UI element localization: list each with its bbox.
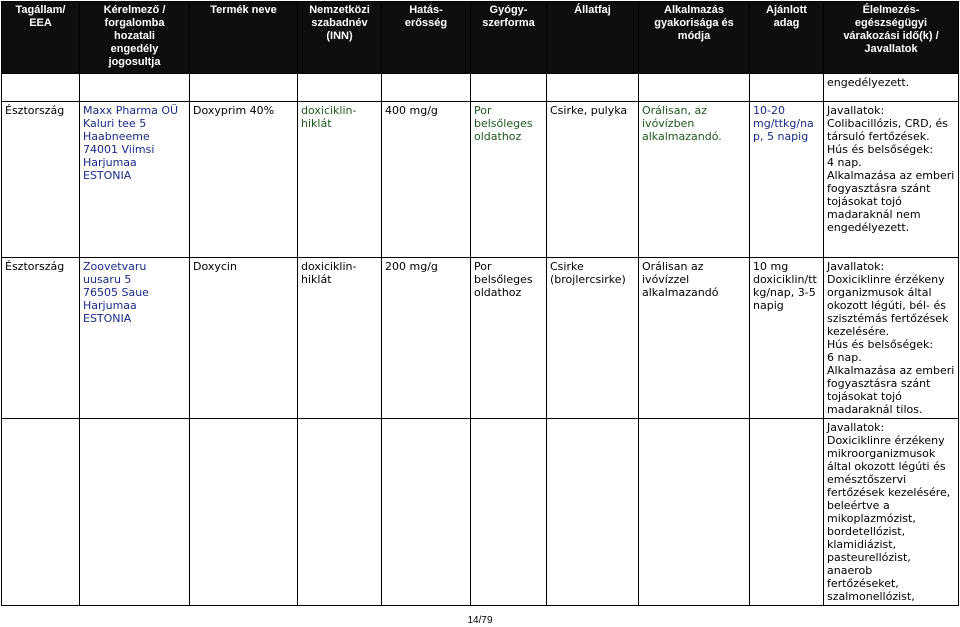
cell-strength: 200 mg/g [382, 258, 471, 419]
cell-dose [750, 74, 824, 102]
cell-form: Por belsőleges oldathoz [471, 102, 547, 258]
cell-product: Doxyprim 40% [190, 102, 298, 258]
cell-strength [382, 419, 471, 606]
header-inn: Nemzetközi szabadnév (INN) [298, 2, 382, 74]
cell-country: Észtország [2, 258, 80, 419]
cell-country: Észtország [2, 102, 80, 258]
cell-route [639, 74, 750, 102]
cell-country [2, 74, 80, 102]
cell-dose: 10-20 mg/ttkg/na p, 5 napig [750, 102, 824, 258]
cell-inn [298, 419, 382, 606]
cell-indication: Javallatok: Doxiciklinre érzékeny organizmusok által okozott légúti, bél- és szisztémás fertőzések kezelésére. Hús és belsőségek: 6 nap. Alkalmazása az emberi fogyasztásra szánt tojásokat tojó madaraknál tilos. [824, 258, 959, 419]
header-holder: Kérelmező / forgalomba hozatali engedély jogosultja [80, 2, 190, 74]
table-row [2, 258, 959, 419]
product-table [1, 1, 959, 606]
cell-form: Por belsőleges oldathoz [471, 258, 547, 419]
cell-strength [382, 74, 471, 102]
cell-indication: Javallatok: Doxiciklinre érzékeny mikroorganizmusok által okozott légúti és emésztőszervi fertőzések kezelésére, beleértve a mikoplazmózist, bordetellózist, klamidiázist, pasteurellózist, anaerob fertőzéseket, szalmonellózist, [824, 419, 959, 606]
cell-inn: doxiciklin- hiklát [298, 258, 382, 419]
cell-holder [80, 74, 190, 102]
page-number: 14/79 [467, 615, 493, 626]
header-country: Tagállam/ EEA [2, 2, 80, 74]
header-indication: Élelmezés- egészségügyi várakozási idő(k) / Javallatok [824, 2, 959, 74]
cell-indication: Javallatok: Colibacillózis, CRD, és társuló fertőzések. Hús és belsőségek: 4 nap. Alkalmazása az emberi fogyasztásra szánt tojásokat tojó madaraknál nem engedélyezett. [824, 102, 959, 258]
header-route: Alkalmazás gyakorisága és módja [639, 2, 750, 74]
cell-route: Orálisan az ivóvízzel alkalmazandó [639, 258, 750, 419]
header-strength: Hatás- erősség [382, 2, 471, 74]
header-species: Állatfaj [547, 2, 639, 74]
cell-form [471, 419, 547, 606]
cell-product: Doxycin [190, 258, 298, 419]
cell-holder [80, 419, 190, 606]
header-row [2, 2, 959, 74]
cell-dose: 10 mg doxiciklin/tt kg/nap, 3-5 napig [750, 258, 824, 419]
cell-species: Csirke (brojlercsirke) [547, 258, 639, 419]
cell-holder: Zoovetvaru uusaru 5 76505 Saue Harjumaa ESTONIA [80, 258, 190, 419]
cell-product [190, 419, 298, 606]
cell-holder: Maxx Pharma OÜ Kaluri tee 5 Haabneeme 74001 Viimsi Harjumaa ESTONIA [80, 102, 190, 258]
table-row [2, 102, 959, 258]
table-row [2, 419, 959, 606]
cell-species [547, 419, 639, 606]
cell-dose [750, 419, 824, 606]
cell-product [190, 74, 298, 102]
cell-strength: 400 mg/g [382, 102, 471, 258]
cell-species [547, 74, 639, 102]
header-dose: Ajánlott adag [750, 2, 824, 74]
header-form: Gyógy- szerforma [471, 2, 547, 74]
cell-route: Orálisan, az ivóvízben alkalmazandó. [639, 102, 750, 258]
cell-inn: doxiciklin- hiklát [298, 102, 382, 258]
cell-route [639, 419, 750, 606]
cell-species: Csirke, pulyka [547, 102, 639, 258]
cell-indication: engedélyezett. [824, 74, 959, 102]
table-row [2, 74, 959, 102]
cell-country [2, 419, 80, 606]
header-product: Termék neve [190, 2, 298, 74]
cell-form [471, 74, 547, 102]
cell-inn [298, 74, 382, 102]
